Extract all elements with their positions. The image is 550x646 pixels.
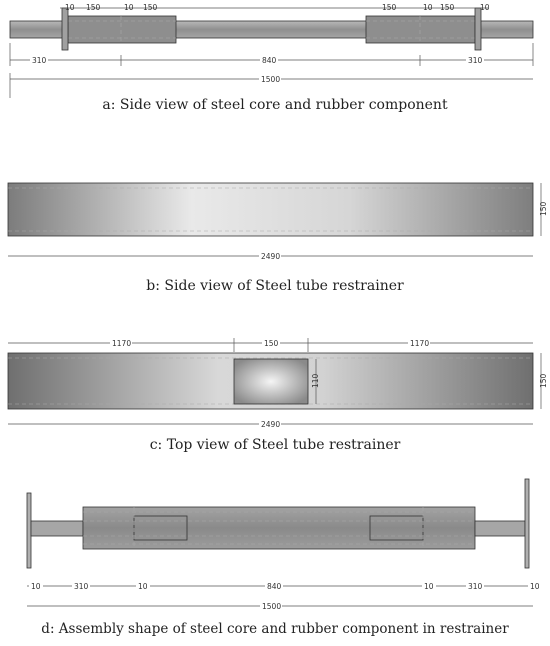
dim-a-top-5: 150 [382,3,397,12]
tube-side-body [8,183,533,236]
dim-c-110: 110 [311,373,320,388]
dim-d-310-left: 310 [74,582,89,591]
dim-a-top-8: 10 [480,3,490,12]
dim-d-840: 840 [267,582,282,591]
asm-core-right-stub [475,521,525,536]
asm-tube-body [83,507,475,549]
panel-c-tube-top [8,338,548,429]
dim-a-top-6: 10 [423,3,433,12]
dim-a-top-4: 150 [143,3,158,12]
caption-b: b: Side view of Steel tube restrainer [146,278,404,294]
caption-a: a: Side view of steel core and rubber component [102,97,448,113]
dim-c-150-side: 150 [539,373,548,388]
tube-window [234,359,308,404]
asm-plate-right [525,479,529,568]
dim-b-150: 150 [539,201,548,216]
dim-d-10-c: 10 [424,582,434,591]
dim-d-310-right: 310 [468,582,483,591]
dim-a-top-7: 150 [440,3,455,12]
dim-c-150-top: 150 [264,339,279,348]
asm-core-left-stub [31,521,83,536]
dim-c-1170-right: 1170 [410,339,430,348]
end-plate-left [62,8,68,50]
dim-d-1500: 1500 [262,602,282,611]
dim-d-10-d: 10 [530,582,540,591]
dim-c-2490: 2490 [261,420,281,429]
dim-a-310-left: 310 [32,56,47,65]
dim-d-10-a: 10 [31,582,41,591]
rubber-right [366,16,475,43]
dim-c-1170-left: 1170 [112,339,132,348]
dim-d-10-b: 10 [138,582,148,591]
dim-a-310-right: 310 [468,56,483,65]
rubber-left [68,16,176,43]
caption-c: c: Top view of Steel tube restrainer [149,437,401,453]
dim-a-top-2: 150 [86,3,101,12]
panel-a-steel-core [10,3,533,98]
dim-a-top-3: 10 [124,3,134,12]
end-plate-right [475,8,481,50]
dim-b-2490: 2490 [261,252,281,261]
panel-b-tube-side [8,183,548,261]
dim-a-top-1: 10 [65,3,75,12]
dim-a-1500: 1500 [261,75,281,84]
panel-d-assembly [27,479,542,611]
caption-d: d: Assembly shape of steel core and rubber component in restrainer [41,621,509,637]
asm-plate-left [27,493,31,568]
dim-a-840: 840 [262,56,277,65]
